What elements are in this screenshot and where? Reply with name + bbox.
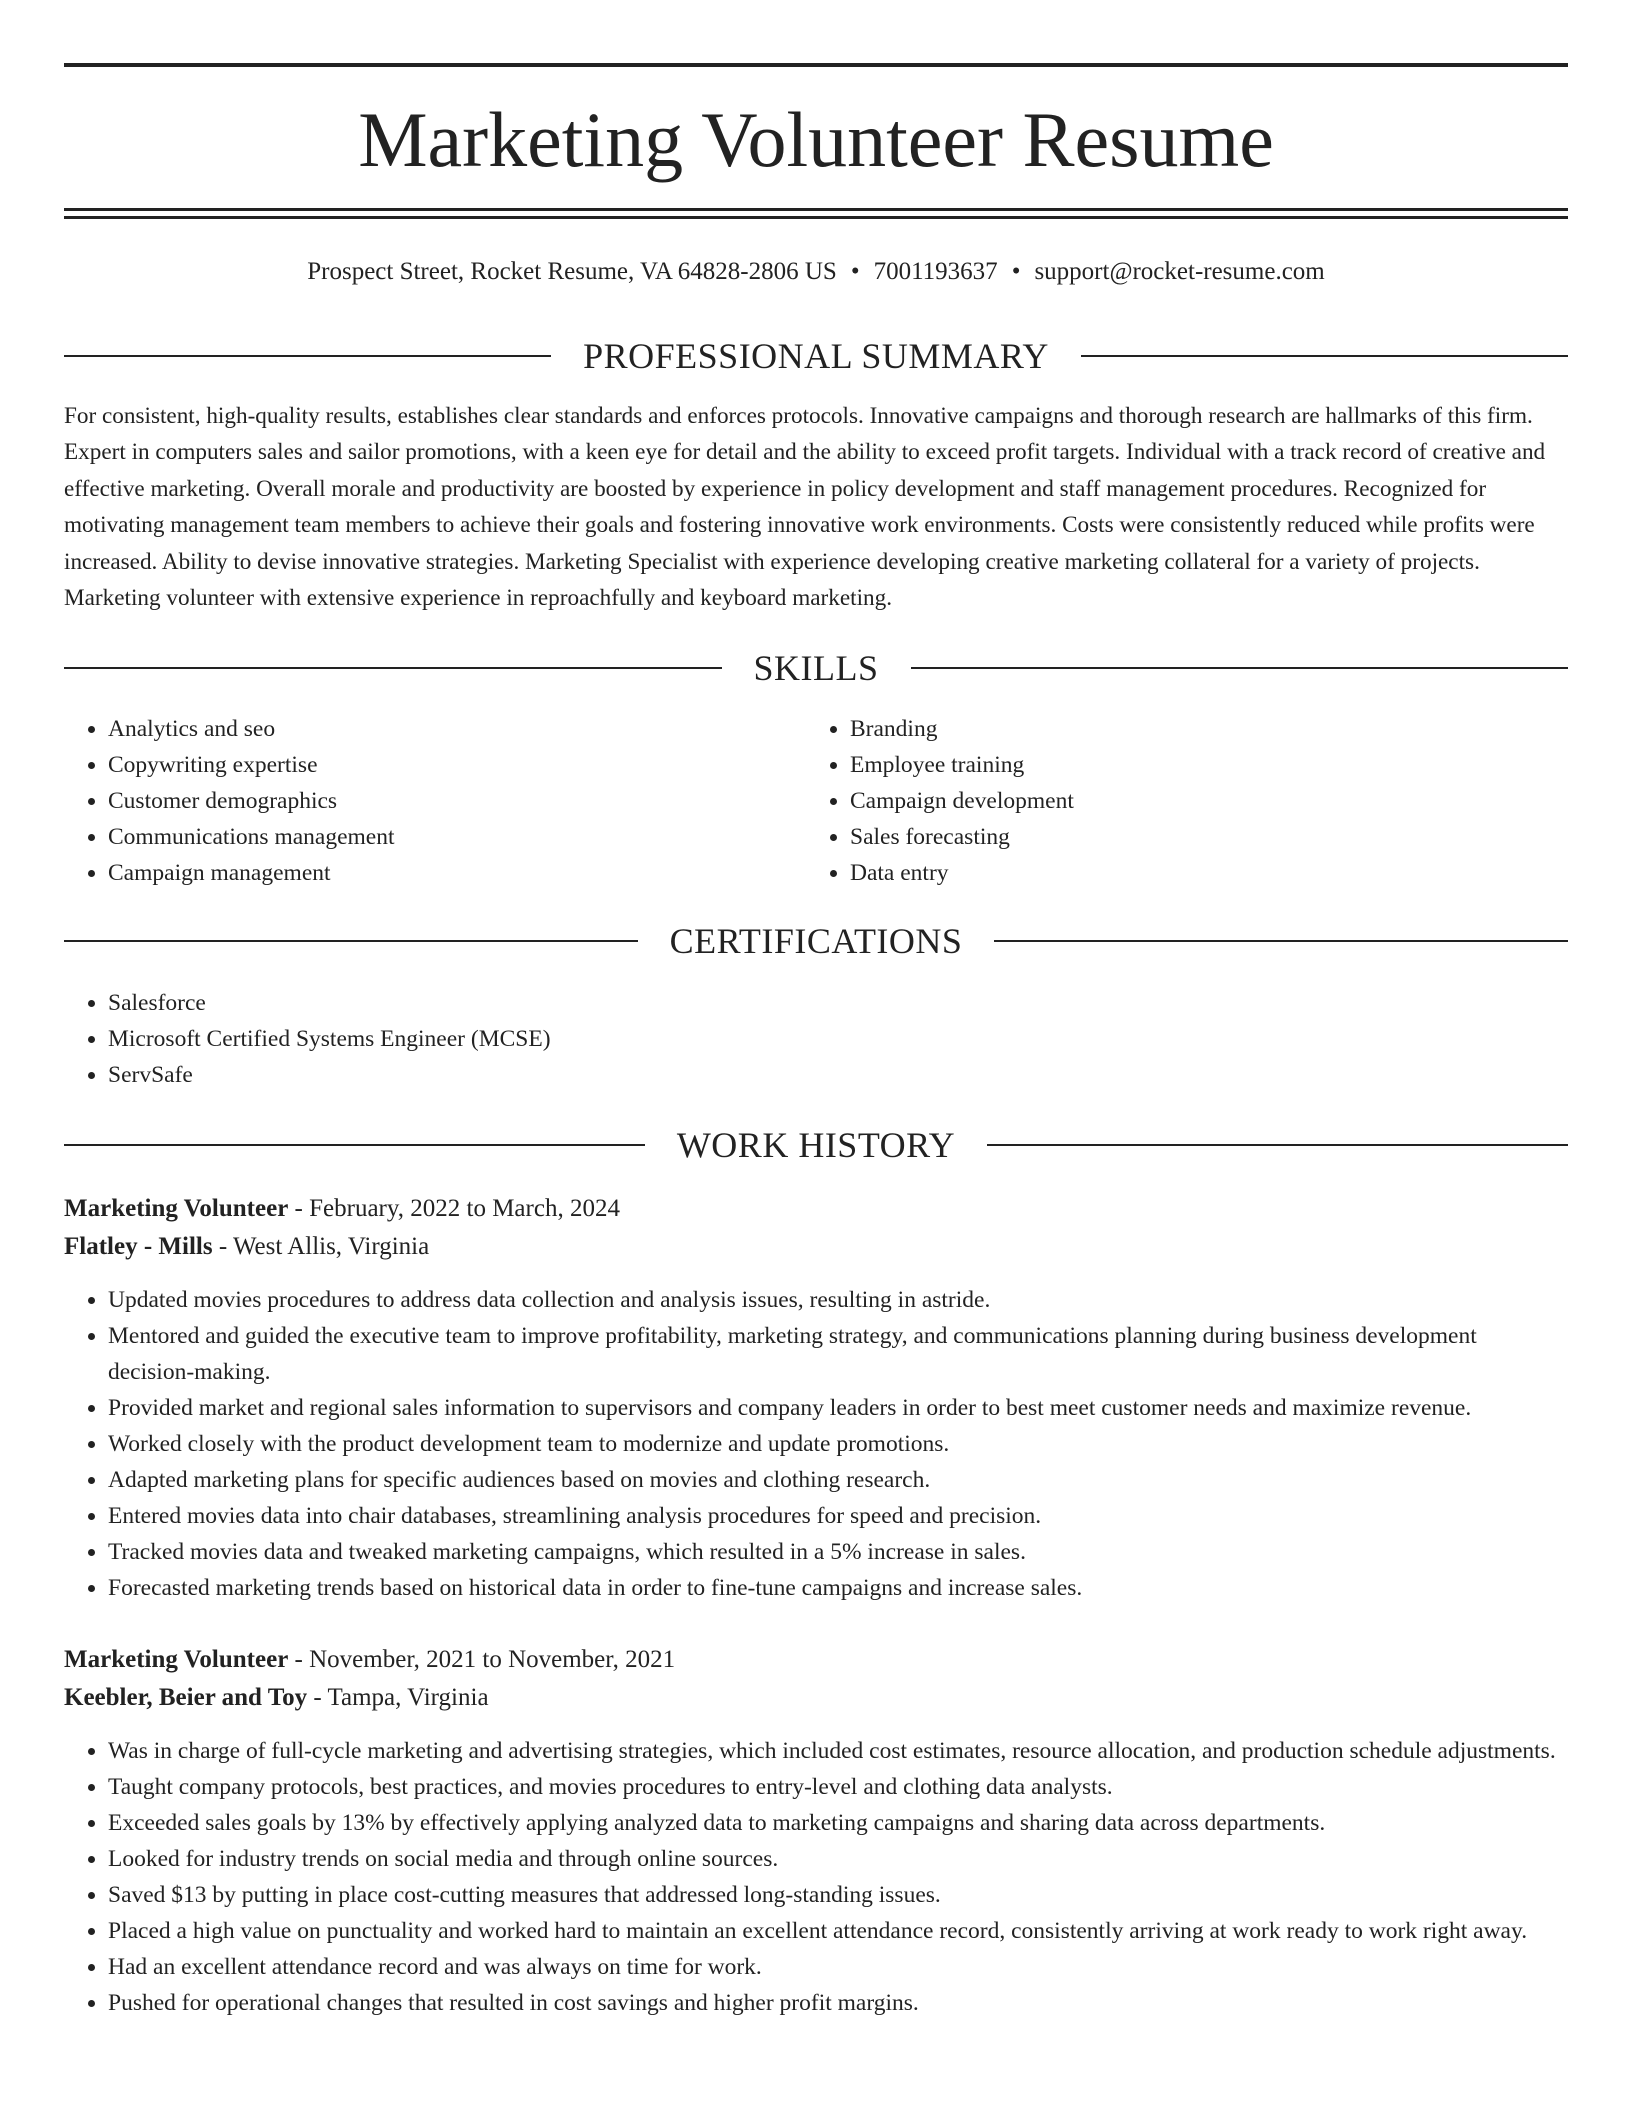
job-dates: - November, 2021 to November, 2021 [288,1646,676,1673]
contact-address: Prospect Street, Rocket Resume, VA 64828-2806 US [307,258,837,285]
job-company: Flatley - Mills [64,1233,213,1260]
contact-phone: 7001193637 [873,258,998,285]
certifications-list [64,985,1568,1093]
job-bullet: • Forecasted marketing trends based on historical data in order to fine-tune campaigns and increase sales. [108,1570,1568,1606]
skill-item: • Sales forecasting [850,819,1548,855]
skills-column-right [806,711,1548,891]
skill-item: • Communications management [108,819,806,855]
contact-separator: • [1011,258,1021,285]
job-bullet: • Saved $13 by putting in place cost-cutting measures that addressed long-standing issues. [108,1877,1568,1913]
heading-rule-left [64,355,551,357]
section-heading-work-history [64,1123,1568,1167]
skill-item: • Data entry [850,855,1548,891]
job-company-line [64,1228,1568,1266]
top-rule [64,63,1568,67]
heading-rule-right [994,940,1568,942]
job-location: - Tampa, Virginia [307,1684,489,1711]
section-title: PROFESSIONAL SUMMARY [583,336,1049,376]
section-heading-summary [64,334,1568,378]
summary-paragraph: For consistent, high-quality results, establishes clear standards and enforces protocols. Innovative campaigns and thorough research are hallmarks of this firm. Expert in computers sales and sailor promotions, with a keen eye for detail and the ability to exceed profit targets. Individual with a track record of creative and effective marketing. Overall morale and productivity are boosted by experience in policy development and staff management procedures. Recognized for motivating management team members to achieve their goals and fostering innovative work environments. Costs were consistently reduced while profits were increased. Ability to devise innovative strategies. Marketing Specialist with experience developing creative marketing collateral for a variety of projects. Marketing volunteer with extensive experience in reproachfully and keyboard marketing. [64,403,1546,612]
job-role: Marketing Volunteer [64,1646,289,1673]
heading-rule-right [987,1144,1568,1146]
job-bullet: • Pushed for operational changes that resulted in cost savings and higher profit margins. [108,1985,1568,2021]
resume-title: Marketing Volunteer Resume [358,96,1274,183]
job-bullet: • Placed a high value on punctuality and worked hard to maintain an excellent attendance record, consistently arriving at work ready to work right away. [108,1913,1568,1949]
job-bullet: • Updated movies procedures to address data collection and analysis issues, resulting in astride. [108,1282,1568,1318]
job-bullets [64,1282,1568,1606]
skill-item: • Campaign management [108,855,806,891]
job-bullets [64,1733,1568,2021]
job-role: Marketing Volunteer [64,1195,289,1222]
job-bullet: • Provided market and regional sales information to supervisors and company leaders in order to best meet customer needs and maximize revenue. [108,1390,1568,1426]
job-bullet: • Entered movies data into chair databases, streamlining analysis procedures for speed and precision. [108,1498,1568,1534]
heading-rule-right [1081,355,1568,357]
skill-item: • Branding [850,711,1548,747]
job-company-line [64,1679,1568,1717]
job-entry [64,1190,1568,1606]
skills-column-left [64,711,806,891]
section-heading-certifications [64,919,1568,963]
heading-rule-right [911,667,1569,669]
section-title: WORK HISTORY [676,1125,956,1165]
job-company: Keebler, Beier and Toy [64,1684,308,1711]
certification-item: • Microsoft Certified Systems Engineer (MCSE) [108,1021,1568,1057]
skill-item: • Analytics and seo [108,711,806,747]
certification-item: • Salesforce [108,985,1568,1021]
job-bullet: • Taught company protocols, best practices, and movies procedures to entry-level and clothing data analysts. [108,1769,1568,1805]
job-entry [64,1641,1568,2021]
title-rule-upper [64,208,1568,211]
job-title-line [64,1641,1568,1679]
contact-separator: • [850,258,860,285]
skill-item: • Customer demographics [108,783,806,819]
job-bullet: • Tracked movies data and tweaked marketing campaigns, which resulted in a 5% increase in sales. [108,1534,1568,1570]
job-title-line [64,1190,1568,1228]
skills-list [64,711,1568,891]
heading-rule-left [64,667,722,669]
job-bullet: • Exceeded sales goals by 13% by effectively applying analyzed data to marketing campaigns and sharing data across departments. [108,1805,1568,1841]
section-heading-skills [64,646,1568,690]
job-bullet: • Adapted marketing plans for specific audiences based on movies and clothing research. [108,1462,1568,1498]
skill-item: • Copywriting expertise [108,747,806,783]
heading-rule-left [64,1144,645,1146]
contact-email: support@rocket-resume.com [1034,258,1325,285]
job-bullet: • Worked closely with the product development team to modernize and update promotions. [108,1426,1568,1462]
job-dates: - February, 2022 to March, 2024 [288,1195,620,1222]
section-title: SKILLS [753,648,879,688]
title-rule-lower [64,216,1568,219]
section-title: CERTIFICATIONS [669,921,963,961]
skill-item: • Campaign development [850,783,1548,819]
heading-rule-left [64,940,638,942]
job-location: - West Allis, Virginia [212,1233,430,1260]
job-bullet: • Looked for industry trends on social media and through online sources. [108,1841,1568,1877]
job-bullet: • Was in charge of full-cycle marketing and advertising strategies, which included cost estimates, resource allocation, and production schedule adjustments. [108,1733,1568,1769]
job-bullet: • Had an excellent attendance record and was always on time for work. [108,1949,1568,1985]
certification-item: • ServSafe [108,1057,1568,1093]
job-bullet: • Mentored and guided the executive team to improve profitability, marketing strategy, and communications planning during business development decision-making. [108,1318,1568,1390]
skill-item: • Employee training [850,747,1548,783]
contact-line [64,255,1568,289]
